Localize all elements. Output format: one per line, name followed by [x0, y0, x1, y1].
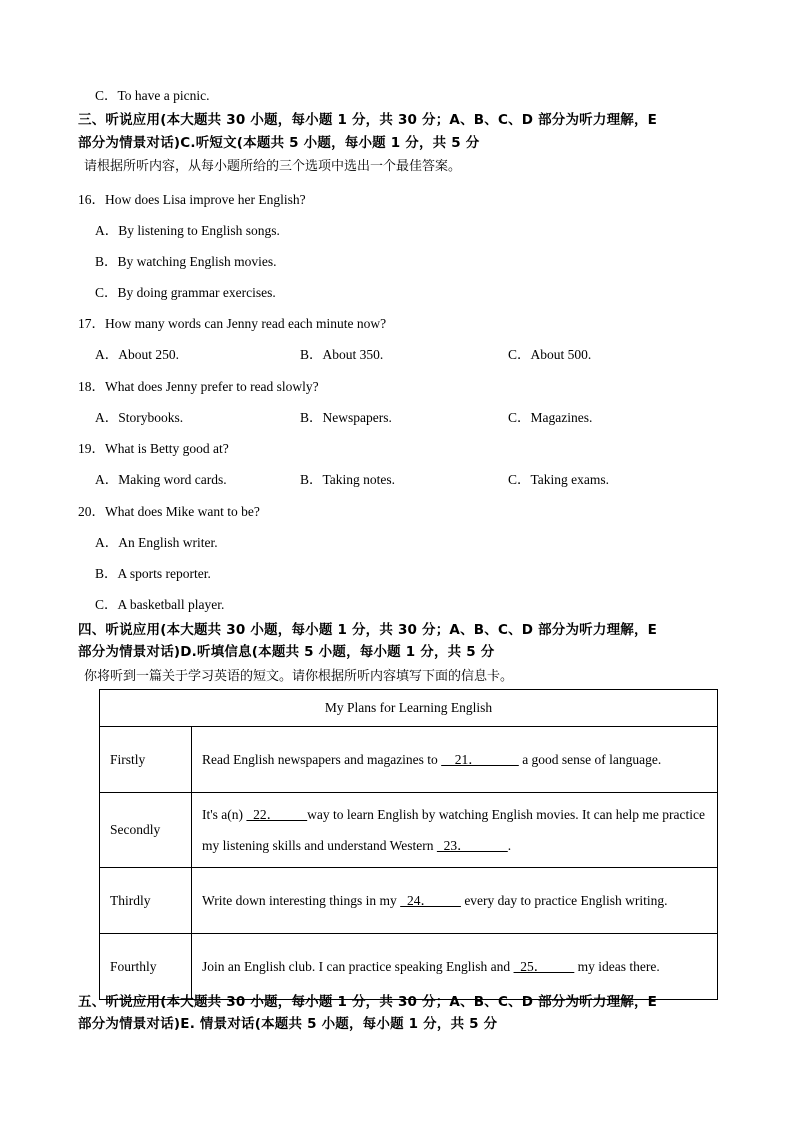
section3-instruction: 请根据所听内容，从每小题所给的三个选项中选出一个最佳答案。: [84, 159, 462, 174]
question-18-option-c: C．Magazines.: [508, 410, 593, 425]
question-19-option-a: A．Making word cards.: [95, 472, 227, 487]
section5-heading-line2: 部分为情景对话)E. 情景对话(本题共 5 小题，每小题 1 分，共 5 分: [78, 1016, 498, 1032]
row-content-thirdly: [192, 868, 718, 934]
row-content-firstly: [192, 727, 718, 793]
question-20-option-b: B．A sports reporter.: [95, 566, 211, 581]
section4-instruction: 你将听到一篇关于学习英语的短文。请你根据所听内容填写下面的信息卡。: [84, 669, 514, 684]
question-17-option-b: B．About 350.: [300, 347, 384, 362]
info-card-title: My Plans for Learning English: [100, 690, 718, 727]
question-17-option-a: A．About 250.: [95, 347, 179, 362]
question-16-stem: 16．How does Lisa improve her English?: [78, 192, 306, 207]
row4-text-before: Join an English club. I can practice speaking English and: [202, 959, 514, 974]
question-20-option-a: A．An English writer.: [95, 535, 218, 550]
row2-text-before: It's a(n): [202, 807, 247, 822]
row2-text-after: way to learn English by watching English movies. It can help me practice my listening skills and understand Western: [202, 807, 705, 853]
row1-text-before: Read English newspapers and magazines to: [202, 752, 442, 767]
row4-text-after: my ideas there.: [574, 959, 660, 974]
row3-text-before: Write down interesting things in my: [202, 893, 401, 908]
question-16-option-c: C．By doing grammar exercises.: [95, 285, 276, 300]
question-19-stem: 19．What is Betty good at?: [78, 441, 229, 456]
blank-21[interactable]: 21．: [441, 752, 519, 767]
section3-heading-line1: 三、听说应用(本大题共 30 小题，每小题 1 分，共 30 分；A、B、C、D 部分为听力理解，E: [78, 112, 658, 128]
row1-text-after: a good sense of language.: [518, 752, 662, 767]
question-20-option-c: C．A basketball player.: [95, 597, 225, 612]
question-17-stem: 17．How many words can Jenny read each minute now?: [78, 316, 387, 331]
blank-25[interactable]: 25．: [513, 959, 575, 974]
blank-22[interactable]: 22．: [246, 807, 308, 822]
question-17-option-c: C．About 500.: [508, 347, 592, 362]
row-label-thirdly: Thirdly: [100, 868, 192, 934]
question-19-option-c: C．Taking exams.: [508, 472, 610, 487]
row-label-secondly: Secondly: [100, 793, 192, 868]
row2-text-end: .: [507, 838, 512, 853]
question-16-option-a: A．By listening to English songs.: [95, 223, 280, 238]
question-20-stem: 20．What does Mike want to be?: [78, 504, 260, 519]
blank-24[interactable]: 24．: [400, 893, 461, 908]
row-label-fourthly: Fourthly: [100, 934, 192, 1000]
blank-23[interactable]: 23．: [436, 838, 508, 853]
section4-heading-line2: 部分为情景对话)D.听填信息(本题共 5 小题，每小题 1 分，共 5 分: [78, 644, 495, 660]
row-content-secondly: [192, 793, 718, 868]
question-18-stem: 18．What does Jenny prefer to read slowly?: [78, 379, 319, 394]
question-18-option-a: A．Storybooks.: [95, 410, 184, 425]
question-16-option-b: B．By watching English movies.: [95, 254, 277, 269]
info-card-table: [99, 689, 718, 1000]
section4-heading-line1: 四、听说应用(本大题共 30 小题，每小题 1 分，共 30 分；A、B、C、D 部分为听力理解，E: [78, 622, 658, 638]
option-c-prev: C．To have a picnic.: [95, 88, 210, 103]
section5-heading-line1: 五、听说应用(本大题共 30 小题，每小题 1 分，共 30 分；A、B、C、D 部分为听力理解，E: [78, 994, 658, 1010]
section3-heading-line2: 部分为情景对话)C.听短文(本题共 5 小题，每小题 1 分，共 5 分: [78, 135, 480, 151]
question-19-option-b: B．Taking notes.: [300, 472, 396, 487]
question-18-option-b: B．Newspapers.: [300, 410, 392, 425]
row-label-firstly: Firstly: [100, 727, 192, 793]
row3-text-after: every day to practice English writing.: [460, 893, 668, 908]
